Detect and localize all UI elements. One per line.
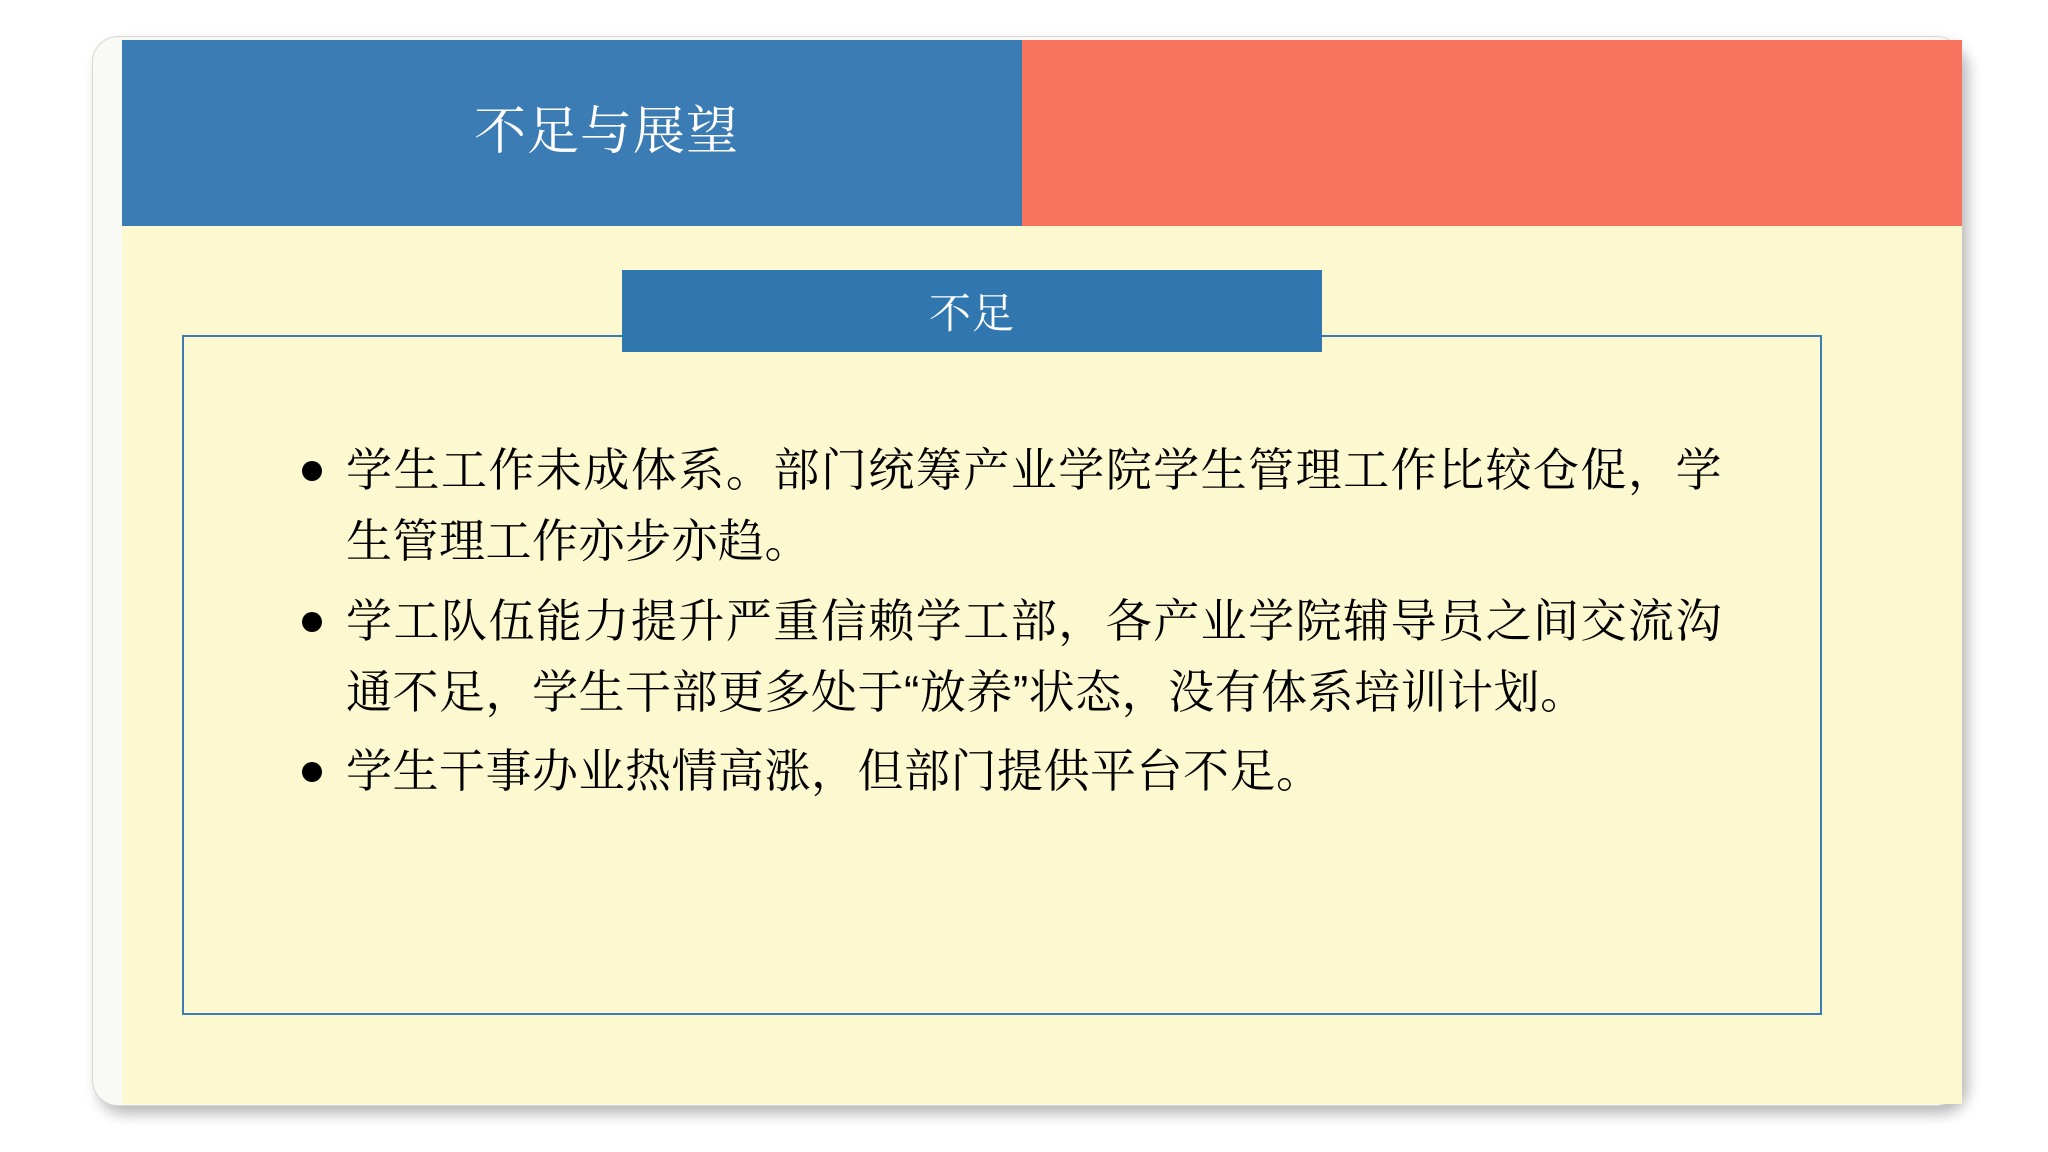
header-right-block (1022, 40, 1962, 226)
list-item-text: 学生工作未成体系。部门统筹产业学院学生管理工作比较仓促，学生管理工作亦步亦趋。 (346, 444, 1722, 568)
bullet-dot-icon (302, 762, 322, 782)
section-chip: 不足 (622, 270, 1322, 352)
list-item (302, 435, 1722, 578)
page-title: 不足与展望 (474, 103, 740, 162)
header-left-block (122, 40, 1022, 226)
list-item (302, 586, 1722, 729)
header-band (122, 40, 1962, 226)
list-item-text: 学生干事办业热情高涨，但部门提供平台不足。 (346, 745, 1323, 798)
bullet-dot-icon (302, 612, 322, 632)
list-item (302, 736, 1722, 807)
bullet-list (302, 435, 1722, 815)
list-item-text: 学工队伍能力提升严重信赖学工部，各产业学院辅导员之间交流沟通不足，学生干部更多处于“放养”状态，没有体系培训计划。 (346, 594, 1722, 718)
bullet-dot-icon (302, 461, 322, 481)
slide-card-body (122, 40, 1962, 1104)
